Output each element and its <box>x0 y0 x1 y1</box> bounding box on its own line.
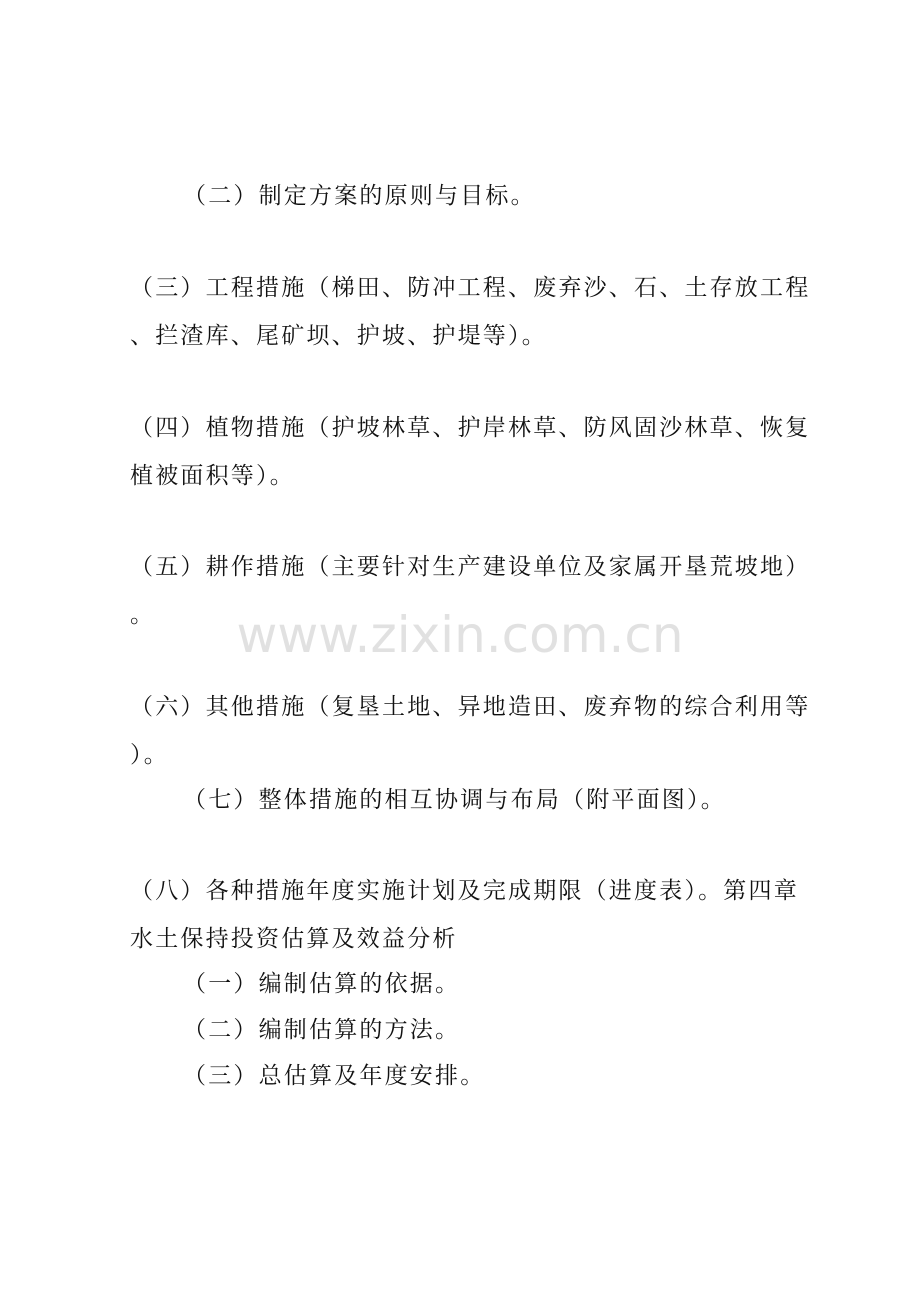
text-line: （二）制定方案的原则与目标。 <box>183 183 536 209</box>
text-line: （三）工程措施（梯田、防冲工程、废弃沙、石、土存放工程 <box>130 275 811 301</box>
text-line: 水土保持投资估算及效益分析 <box>130 926 458 952</box>
text-line: 。 <box>130 602 156 628</box>
text-line: 植被面积等）。 <box>130 463 295 489</box>
text-line: （八）各种措施年度实施计划及完成期限（进度表）。第四章 <box>130 878 799 904</box>
text-line: （七）整体措施的相互协调与布局（附平面图）。 <box>183 787 726 813</box>
text-line: （三）总估算及年度安排。 <box>183 1063 486 1089</box>
text-line: （一）编制估算的依据。 <box>183 971 461 997</box>
watermark: www.zixin.com.cn <box>236 606 684 664</box>
text-line: （四）植物措施（护坡林草、护岸林草、防风固沙林草、恢复 <box>130 415 811 441</box>
text-line: （六）其他措施（复垦土地、异地造田、废弃物的综合利用等 <box>130 694 811 720</box>
text-line: （二）编制估算的方法。 <box>183 1017 461 1043</box>
text-line: （五）耕作措施（主要针对生产建设单位及家属开垦荒坡地） <box>130 554 811 580</box>
text-line: 、拦渣库、尾矿坝、护坡、护堤等）。 <box>130 323 547 349</box>
text-line: ）。 <box>130 742 169 768</box>
